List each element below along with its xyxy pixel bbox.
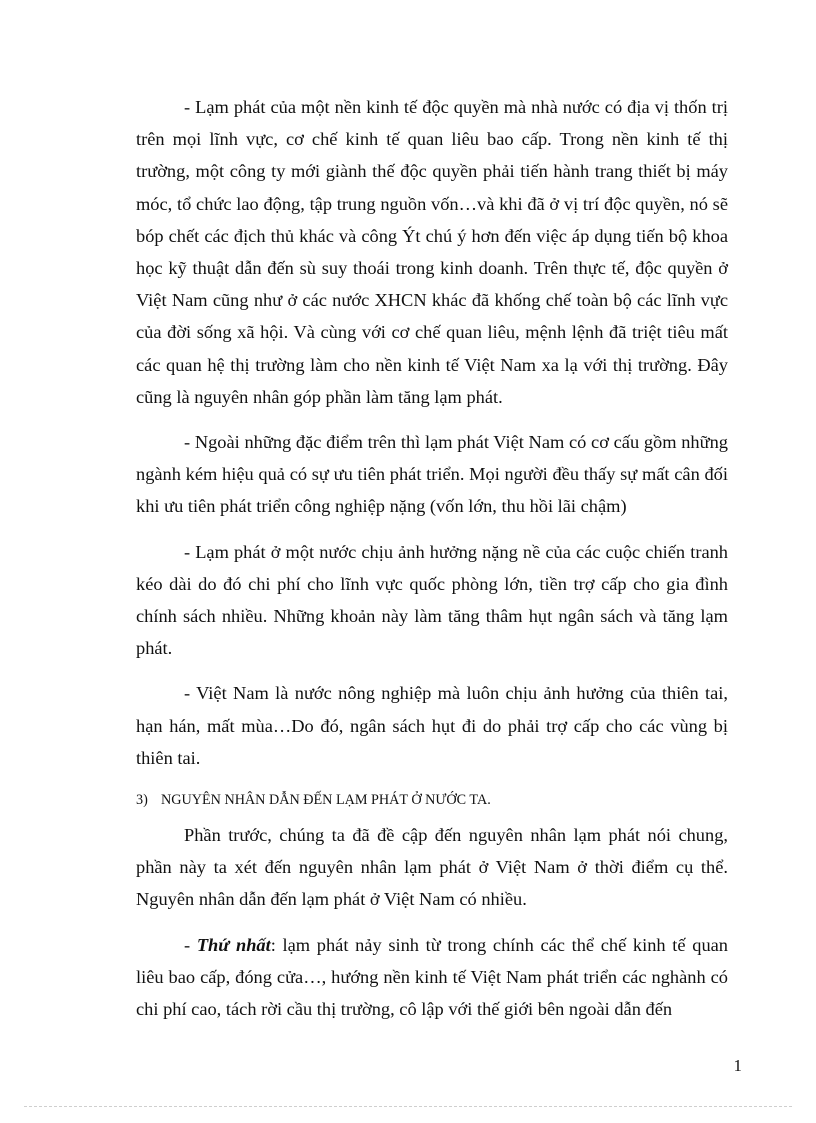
paragraph-inefficient-sectors: - Ngoài những đặc điểm trên thì lạm phát Việt Nam có cơ cấu gồm những ngành kém hiệu quả có sự ưu tiên phát triển. Mọi người đều thấy sự mất cân đối khi ưu tiên phát triển công nghiệp nặng (vốn lớn, thu hồi lãi chậm) bbox=[136, 432, 728, 517]
section-heading bbox=[136, 787, 728, 813]
first-cause-lead: Thứ nhất bbox=[196, 934, 271, 955]
paragraph-first-cause bbox=[136, 929, 728, 1026]
page-bottom-divider bbox=[24, 1106, 792, 1107]
first-cause-prefix: - bbox=[184, 934, 197, 955]
section-number: 3) bbox=[136, 792, 148, 809]
paragraph-natural-disasters: - Việt Nam là nước nông nghiệp mà luôn chịu ảnh hưởng của thiên tai, hạn hán, mất mùa…Do đó, ngân sách hụt đi do phải trợ cấp cho các vùng bị thiên tai. bbox=[136, 683, 728, 768]
paragraph-war-impact: - Lạm phát ở một nước chịu ảnh hưởng nặng nề của các cuộc chiến tranh kéo dài do đó chi phí cho lĩnh vực quốc phòng lớn, tiền trợ cấp cho gia đình chính sách nhiều. Những khoản này làm tăng thâm hụt ngân sách và tăng lạm phát. bbox=[136, 541, 728, 659]
page-number: 1 bbox=[733, 1056, 742, 1075]
paragraph-monopoly-inflation: - Lạm phát của một nền kinh tế độc quyền mà nhà nước có địa vị thốn trị trên mọi lĩnh vực, cơ chế kinh tế quan liêu bao cấp. Trong nền kinh tế thị trường, một công ty mới giành thế độc quyền phải tiến hành trang thiết bị máy móc, tổ chức lao động, tập trung nguồn vốn…và khi đã ở vị trí độc quyền, nó sẽ bóp chết các địch thủ khác và công Ýt chú ý hơn đến việc áp dụng tiến bộ khoa học kỹ thuật dẫn đến sù suy thoái trong kinh doanh. Trên thực tế, độc quyền ở Việt Nam cũng như ở các nước XHCN khác đã khống chế toàn bộ các lĩnh vực của đời sống xã hội. Và cùng với cơ chế quan liêu, mệnh lệnh đã triệt tiêu mất các quan hệ thị trường làm cho nền kinh tế Việt Nam xa lạ với thị trường. Đây cũng là nguyên nhân góp phần làm tăng lạm phát. bbox=[136, 97, 728, 407]
first-cause-text: : lạm phát nảy sinh từ trong chính các thể chế kinh tế quan liêu bao cấp, đóng cửa…, hướng nền kinh tế Việt Nam phát triển các nghành có chi phí cao, tách rời cầu thị trường, cô lập với thế giới bên ngoài dẫn đến bbox=[136, 934, 728, 1020]
page-content bbox=[136, 91, 728, 1038]
section-title: NGUYÊN NHÂN DẪN ĐẾN LẠM PHÁT Ở NƯỚC TA. bbox=[161, 792, 491, 809]
paragraph-section-intro: Phần trước, chúng ta đã đề cập đến nguyên nhân lạm phát nói chung, phần này ta xét đến nguyên nhân lạm phát ở Việt Nam ở thời điểm cụ thể. Nguyên nhân dẫn đến lạm phát ở Việt Nam có nhiều. bbox=[136, 825, 728, 910]
